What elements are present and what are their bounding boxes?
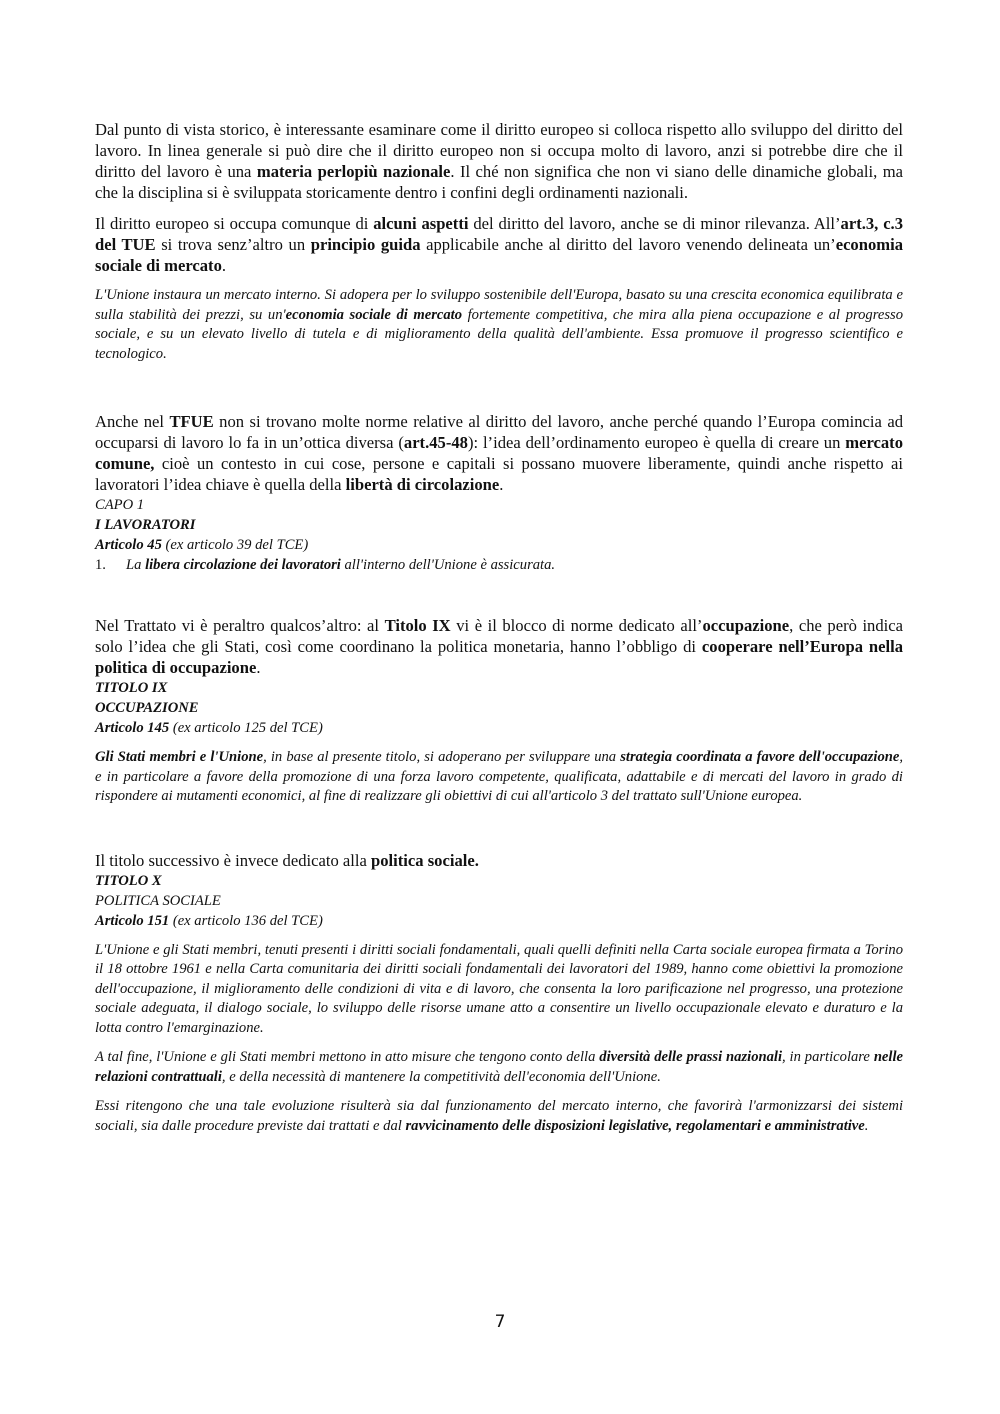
text: A tal fine, l'Unione e gli Stati membri mettono in atto misure che tengono conto della bbox=[95, 1049, 600, 1065]
text: del diritto del lavoro, anche se di minor rilevanza. All’ bbox=[468, 214, 841, 233]
page-number: 7 bbox=[494, 1312, 506, 1332]
quote-art151-1: L'Unione e gli Stati membri, tenuti presenti i diritti sociali fondamentali, quali quelli definiti nella Carta sociale europea firmata a Torino il 18 ottobre 1961 e nella Carta comunitaria dei diritti sociali fondamentali dei lavoratori del 1989, hanno come obiettivi la promozione dell'occupazione, il miglioramento delle condizioni di vita e di lavoro, che consenta la loro parificazione nel progresso, una protezione sociale adeguata, il dialogo sociale, lo sviluppo delle risorse umane atto a consentire un livello occupazionale elevato e duraturo e la lotta contro l'emarginazione. bbox=[95, 941, 903, 1036]
text: , in base al presente titolo, si adoperano per sviluppare una bbox=[263, 749, 621, 765]
bold-text: Articolo 151 bbox=[95, 912, 170, 929]
bold-text: art.3, c.3 del TUE bbox=[95, 214, 903, 254]
bold-text: materia perlopiù nazionale bbox=[256, 162, 451, 181]
text: Il diritto europeo si occupa comunque di bbox=[95, 214, 374, 233]
bold-text: libera circolazione dei lavoratori bbox=[145, 557, 341, 573]
text: non si trovano molte norme relative al diritto del lavoro, anche perché quando l’Europa comincia ad occuparsi di lavoro lo fa in un’ottica diversa ( bbox=[95, 412, 903, 452]
bold-text: Gli Stati membri e l'Unione bbox=[95, 749, 264, 765]
bold-text: art.45-48 bbox=[403, 433, 468, 452]
text: fortemente competitiva, che mira alla piena occupazione e al progresso sociale, e su un elevato livello di tutela e di miglioramento della qualità dell'ambiente. Essa promuove il progresso scientifico e tecnologico. bbox=[95, 306, 903, 362]
bold-text: mercato comune, bbox=[95, 433, 903, 473]
text: applicabile anche al diritto del lavoro venendo delineata un’ bbox=[420, 235, 836, 254]
bold-text: nelle relazioni contrattuali bbox=[95, 1049, 903, 1085]
heading-articolo-45 bbox=[95, 535, 903, 555]
heading-titolo-x: TITOLO X bbox=[95, 872, 162, 889]
bold-text: Titolo IX bbox=[384, 616, 451, 635]
text: Il titolo successivo è invece dedicato alla bbox=[95, 850, 372, 870]
heading-articolo-151 bbox=[95, 911, 903, 931]
bold-text: Articolo 45 bbox=[95, 537, 162, 553]
text: , in particolare bbox=[782, 1049, 874, 1065]
quote-art151-3 bbox=[95, 1097, 903, 1136]
document-page bbox=[95, 119, 903, 1136]
text: (ex articolo 125 del TCE) bbox=[169, 720, 323, 736]
bold-text: economia sociale di mercato bbox=[95, 235, 903, 275]
quote-art145 bbox=[95, 748, 903, 807]
bold-text: libertà di circolazione bbox=[345, 475, 500, 494]
bold-text: cooperare nell’Europa nella politica di occupazione bbox=[95, 637, 903, 677]
heading-occupazione: OCCUPAZIONE bbox=[95, 700, 199, 716]
text: (ex articolo 39 del TCE) bbox=[161, 537, 309, 553]
bold-text: Articolo 145 bbox=[95, 720, 170, 736]
text: ): l’idea dell’ordinamento europeo è quella di creare un bbox=[467, 433, 846, 452]
text: Anche nel bbox=[95, 412, 170, 431]
text: . bbox=[256, 658, 261, 677]
bold-text: politica sociale. bbox=[371, 850, 479, 870]
text: cioè un contesto in cui cose, persone e capitali si possano muovere liberamente, quindi anche rispetto ai lavoratori l’idea chiave è quella della bbox=[95, 454, 903, 494]
list-item bbox=[95, 555, 903, 575]
text: , che però indica solo l’idea che gli Stati, così come coordinano la politica monetaria, hanno l’obbligo di bbox=[95, 616, 903, 656]
heading-politica-sociale: POLITICA SOCIALE bbox=[95, 892, 221, 909]
bold-text: strategia coordinata a favore dell'occupazione bbox=[620, 749, 900, 765]
text: Essi ritengono che una tale evoluzione risulterà sia dal funzionamento del mercato interno, che favorirà l'armonizzarsi dei sistemi sociali, sia dalle procedure previste dai trattati e dal bbox=[95, 1098, 903, 1134]
quote-art151-2 bbox=[95, 1048, 903, 1087]
text: (ex articolo 136 del TCE) bbox=[169, 912, 323, 929]
paragraph-intro bbox=[95, 119, 903, 203]
bold-text: ravvicinamento delle disposizioni legislative, regolamentari e amministrative bbox=[405, 1117, 865, 1134]
text: vi è il blocco di norme dedicato all’ bbox=[450, 616, 703, 635]
heading-lavoratori: I LAVORATORI bbox=[95, 517, 196, 533]
paragraph-tfue bbox=[95, 411, 903, 495]
text: , e della necessità di mantenere la competitività dell'economia dell'Unione. bbox=[221, 1068, 661, 1085]
bold-text: occupazione bbox=[702, 616, 790, 635]
paragraph-tue bbox=[95, 213, 903, 276]
text: all'interno dell'Unione è assicurata. bbox=[340, 557, 556, 573]
text: Dal punto di vista storico, è interessante esaminare come il diritto europeo si colloca rispetto allo sviluppo del diritto del lavoro. In linea generale si può dire che il diritto europeo non si occupa molto di lavoro, anzi si potrebbe dire che il diritto del lavoro è una bbox=[95, 120, 903, 181]
text: . bbox=[499, 475, 504, 494]
text: . bbox=[221, 256, 227, 275]
bold-text: principio guida bbox=[310, 235, 421, 254]
bold-text: alcuni aspetti bbox=[373, 214, 469, 233]
quote-art3 bbox=[95, 286, 903, 364]
text: La bbox=[126, 557, 146, 573]
heading-capo: CAPO 1 bbox=[95, 497, 145, 513]
heading-titolo-ix: TITOLO IX bbox=[95, 680, 168, 696]
paragraph-titolo-ix bbox=[95, 615, 903, 678]
text: . bbox=[864, 1117, 869, 1134]
text: si trova senz’altro un bbox=[155, 235, 311, 254]
text: L'Unione instaura un mercato interno. Si adopera per lo sviluppo sostenibile dell'Europa, basato su una crescita economica equilibrata e sulla stabilità dei prezzi, su un' bbox=[95, 287, 903, 323]
list-text bbox=[126, 555, 555, 575]
bold-text: TFUE bbox=[169, 412, 214, 431]
text: . Il ché non significa che non vi siano delle dinamiche globali, ma che la disciplina si è sviluppata storicamente dentro i confini degli ordinamenti nazionali. bbox=[95, 162, 904, 202]
bold-text: economia sociale di mercato bbox=[285, 306, 463, 323]
text: , e in particolare a favore della promozione di una forza lavoro competente, qualificata, adattabile e di mercati del lavoro in grado di rispondere ai mutamenti economici, al fine di realizzare gli obiettivi di cui all'articolo 3 del trattato sull'Unione europea. bbox=[95, 749, 904, 804]
list-number: 1. bbox=[95, 557, 106, 573]
bold-text: diversità delle prassi nazionali bbox=[599, 1049, 783, 1065]
text: Nel Trattato vi è peraltro qualcos’altro: al bbox=[95, 616, 385, 635]
heading-articolo-145 bbox=[95, 718, 903, 738]
paragraph-politica-sociale bbox=[95, 850, 903, 871]
